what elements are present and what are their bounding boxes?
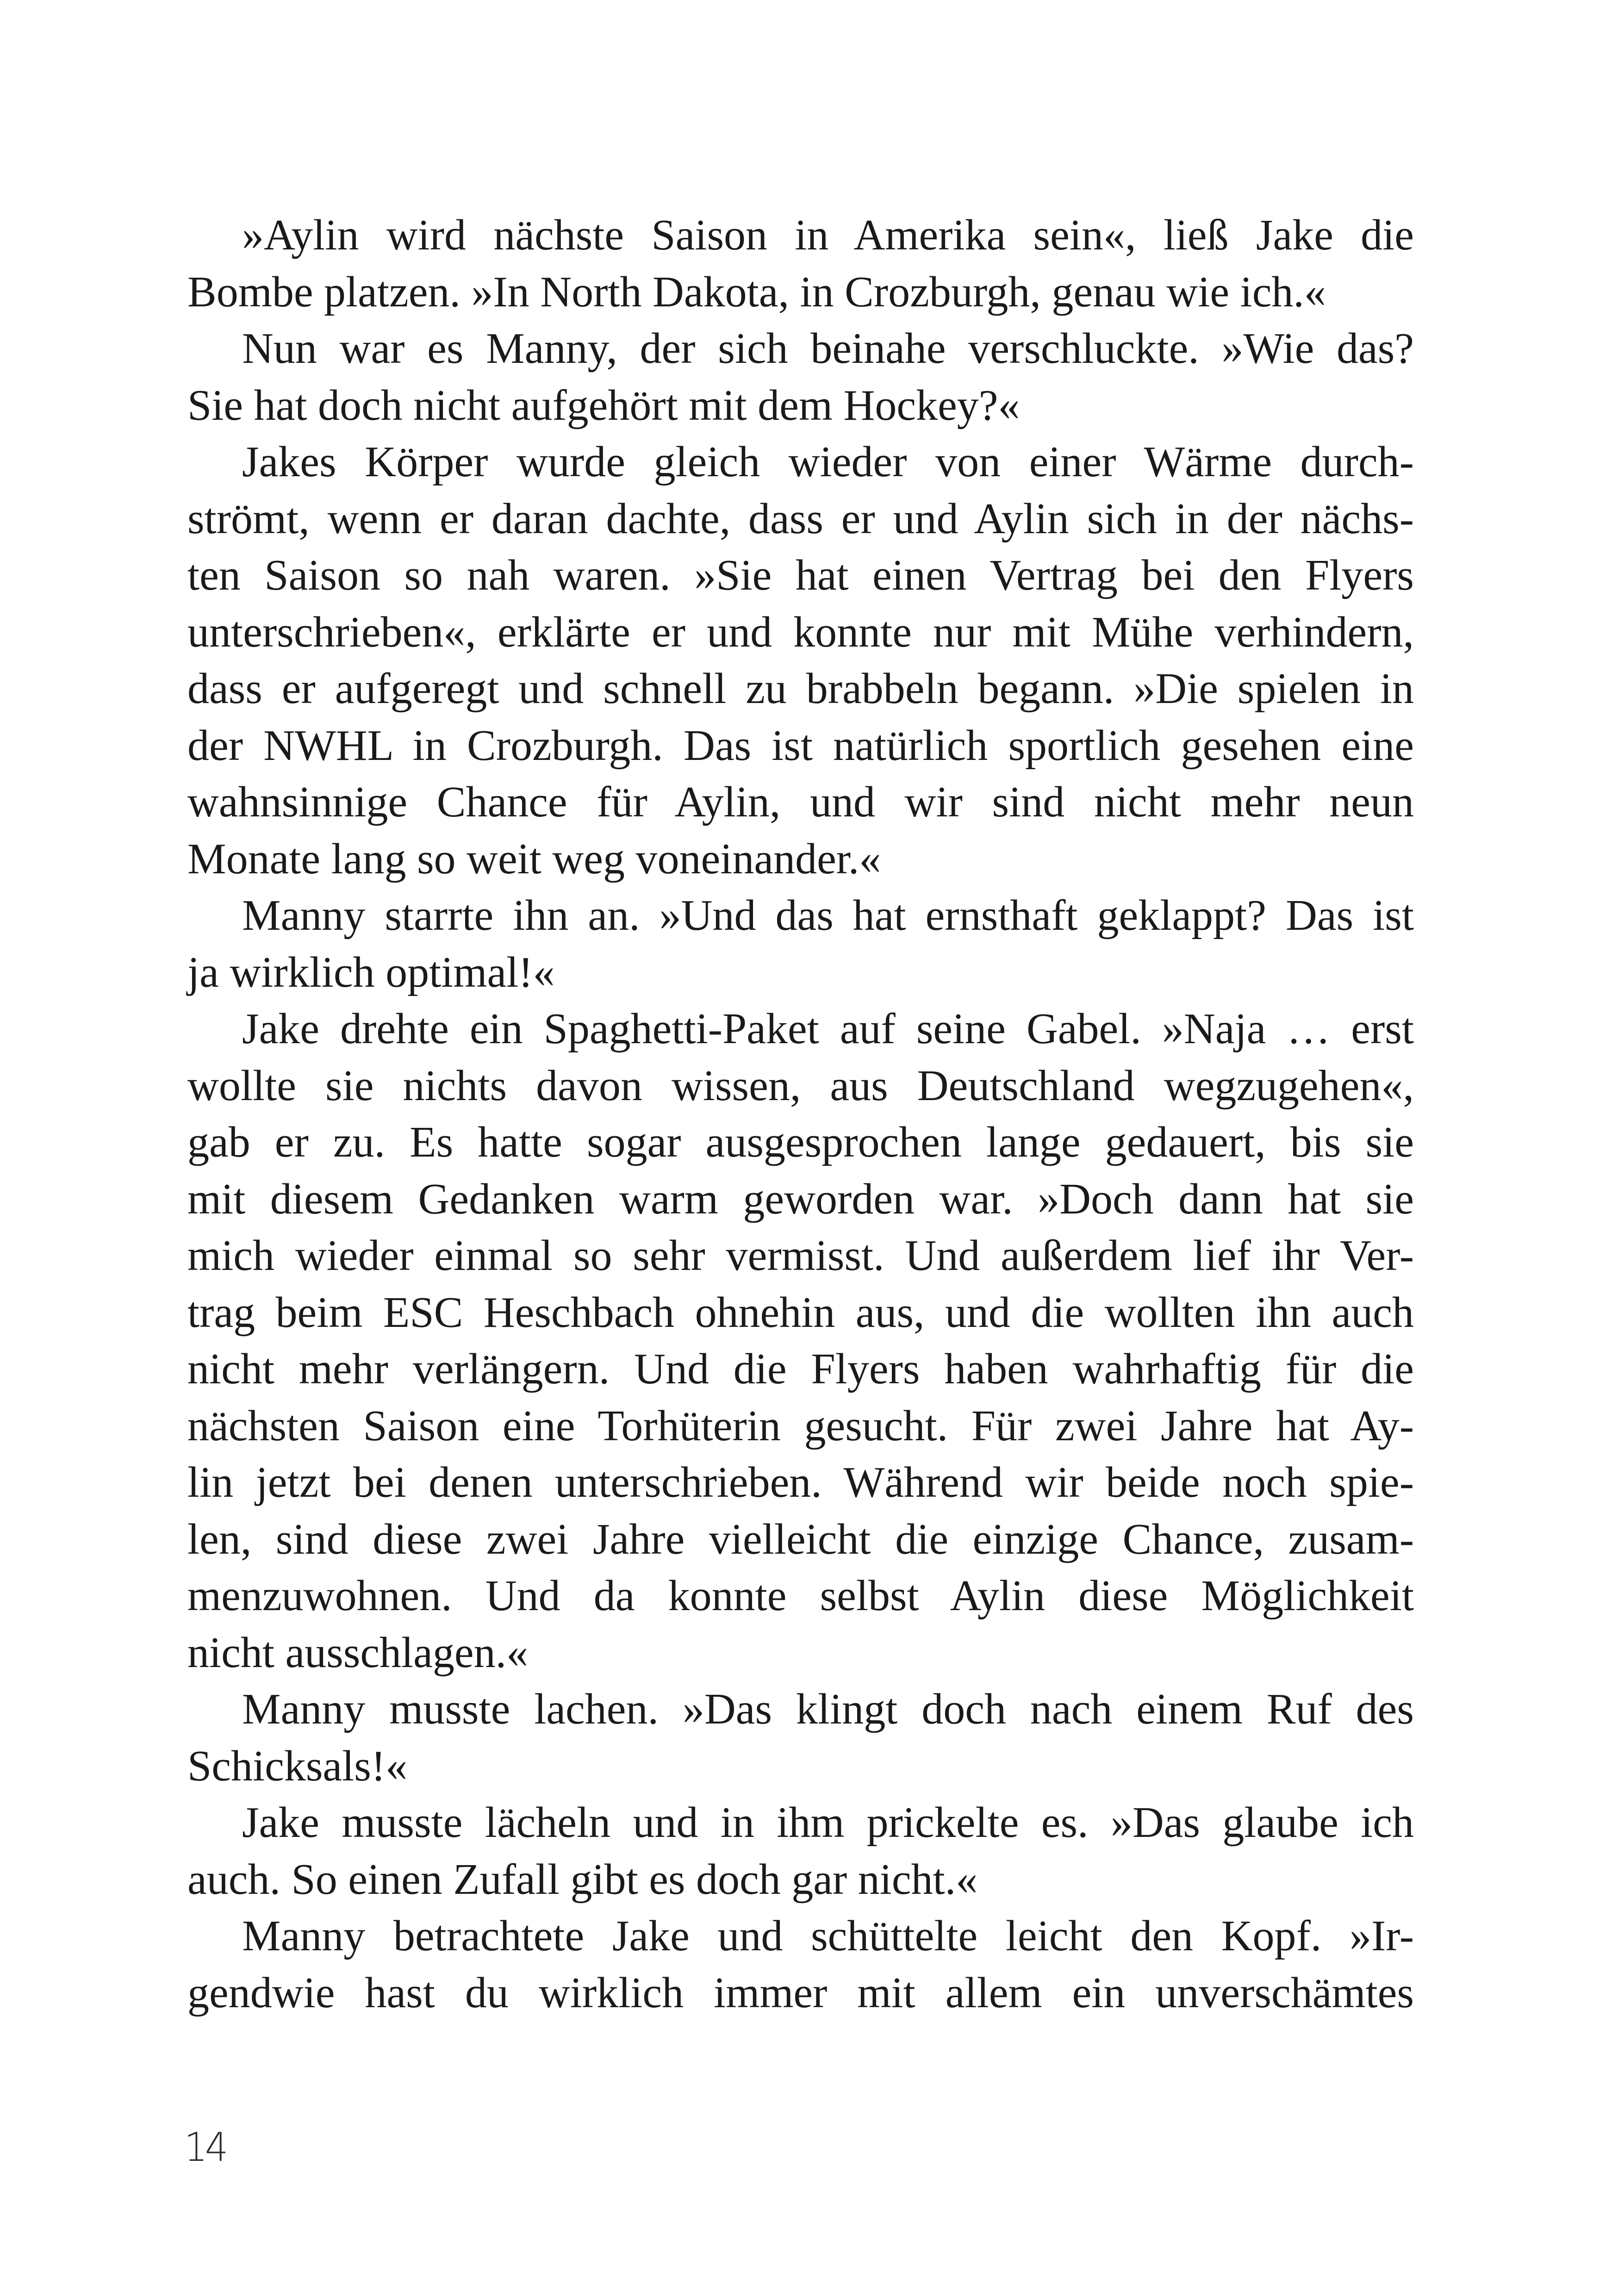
text-line: Jake drehte ein Spaghetti-Paket auf seine Gabel. »Naja … erst (242, 1005, 1414, 1053)
text-line: Manny betrachtete Jake und schüttelte leicht den Kopf. »Ir- (242, 1912, 1414, 1960)
text-line: lin jetzt bei denen unterschrieben. Während wir beide noch spie- (187, 1458, 1414, 1506)
text-line: gendwie hast du wirklich immer mit allem ein unverschämtes (187, 1968, 1414, 2017)
text-line: unterschrieben«, erklärte er und konnte nur mit Mühe verhindern, (187, 608, 1414, 656)
text-line: mit diesem Gedanken warm geworden war. »Doch dann hat sie (187, 1175, 1414, 1223)
text-line: wollte sie nichts davon wissen, aus Deutschland wegzugehen«, (187, 1061, 1414, 1110)
text-line: Sie hat doch nicht aufgehört mit dem Hockey?« (187, 381, 1020, 429)
text-line: Nun war es Manny, der sich beinahe verschluckte. »Wie das? (242, 324, 1414, 373)
text-line: len, sind diese zwei Jahre vielleicht die einzige Chance, zusam- (187, 1515, 1414, 1563)
body-text (187, 207, 1414, 2021)
text-line: gab er zu. Es hatte sogar ausgesprochen lange gedauert, bis sie (187, 1118, 1414, 1166)
text-line: Jakes Körper wurde gleich wieder von einer Wärme durch- (242, 438, 1414, 486)
text-line: auch. So einen Zufall gibt es doch gar nicht.« (187, 1855, 978, 1904)
text-line: Monate lang so weit weg voneinander.« (187, 834, 881, 883)
text-line: nicht ausschlagen.« (187, 1628, 529, 1677)
text-line: nächsten Saison eine Torhüterin gesucht. Für zwei Jahre hat Ay- (187, 1401, 1414, 1450)
text-line: Schicksals!« (187, 1742, 408, 1790)
text-line: trag beim ESC Heschbach ohnehin aus, und die wollten ihn auch (187, 1288, 1414, 1337)
text-line: strömt, wenn er daran dachte, dass er und Aylin sich in der nächs- (187, 494, 1414, 543)
text-line: wahnsinnige Chance für Aylin, und wir sind nicht mehr neun (187, 778, 1414, 826)
page-number: 14 (184, 2124, 226, 2171)
text-line: nicht mehr verlängern. Und die Flyers haben wahrhaftig für die (187, 1345, 1414, 1393)
text-line: ten Saison so nah waren. »Sie hat einen Vertrag bei den Flyers (187, 551, 1414, 599)
text-line: mich wieder einmal so sehr vermisst. Und außerdem lief ihr Ver- (187, 1232, 1414, 1280)
text-line: »Aylin wird nächste Saison in Amerika sein«, ließ Jake die (242, 211, 1414, 259)
text-line: Manny musste lachen. »Das klingt doch nach einem Ruf des (242, 1685, 1414, 1733)
text-line: Jake musste lächeln und in ihm prickelte es. »Das glaube ich (242, 1798, 1414, 1847)
text-line: der NWHL in Crozburgh. Das ist natürlich sportlich gesehen eine (187, 721, 1414, 770)
text-line: ja wirklich optimal!« (187, 948, 555, 996)
text-line: dass er aufgeregt und schnell zu brabbeln begann. »Die spielen in (187, 665, 1414, 713)
text-line: Bombe platzen. »In North Dakota, in Crozburgh, genau wie ich.« (187, 268, 1326, 316)
text-line: menzuwohnen. Und da konnte selbst Aylin diese Möglichkeit (187, 1572, 1414, 1620)
text-line: Manny starrte ihn an. »Und das hat ernsthaft geklappt? Das ist (242, 891, 1414, 940)
